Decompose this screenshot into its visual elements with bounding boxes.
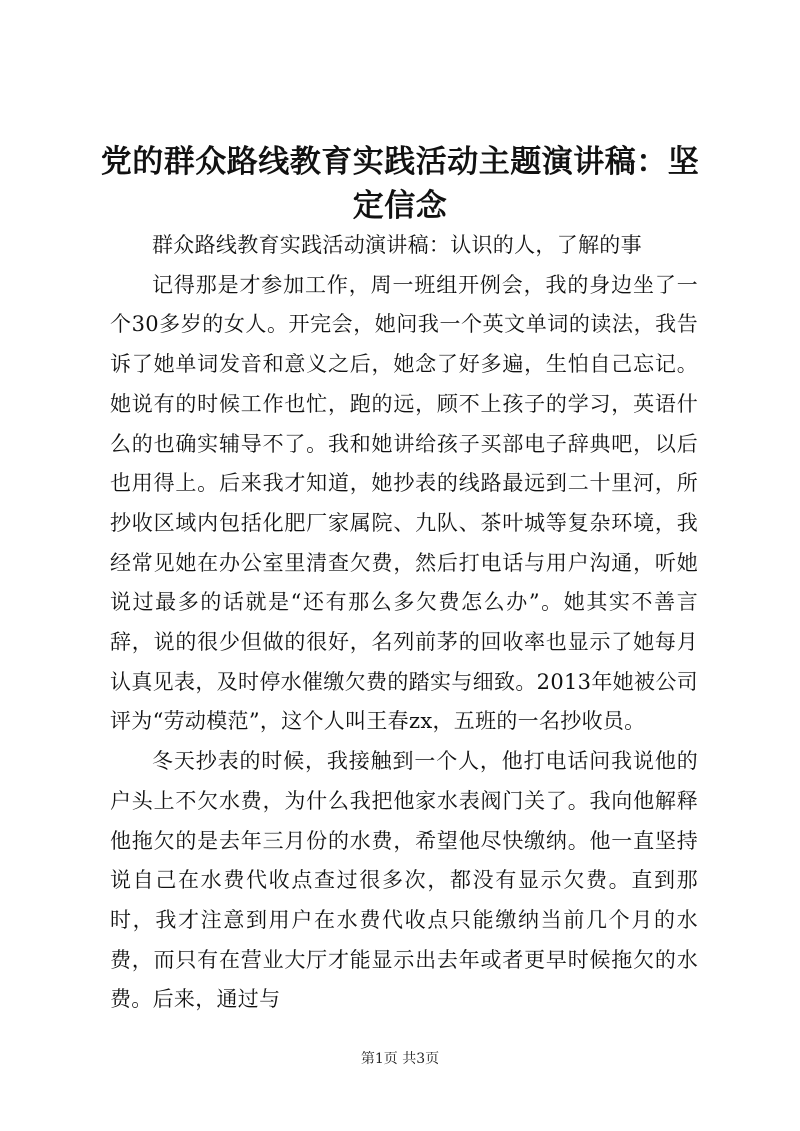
document-title: 党的群众路线教育实践活动主题演讲稿：坚定信念 <box>100 144 700 224</box>
page-footer: 第1页 共3页 <box>360 1051 440 1067</box>
document-body <box>110 226 698 1020</box>
paragraph-2: 冬天抄表的时候，我接触到一个人，他打电话问我说他的户头上不欠水费，为什么我把他家水表阀门关了。我向他解释他拖欠的是去年三月份的水费，希望他尽快缴纳。他一直坚持说自己在水费代收点查过很多次，都没有显示欠费。直到那时，我才注意到用户在水费代收点只能缴纳当前几个月的水费，而只有在营业大厅才能显示出去年或者更早时候拖欠的水费。后来，通过与 <box>110 749 698 1012</box>
paragraph-1: 记得那是才参加工作，周一班组开例会，我的身边坐了一个30多岁的女人。开完会，她问我一个英文单词的读法，我告诉了她单词发音和意义之后，她念了好多遍，生怕自己忘记。她说有的时候工作也忙，跑的远，顾不上孩子的学习，英语什么的也确实辅导不了。我和她讲给孩子买部电子辞典吧，以后也用得上。后来我才知道，她抄表的线路最远到二十里河，所抄收区域内包括化肥厂家属院、九队、茶叶城等复杂环境，我经常见她在办公室里清查欠费，然后打电话与用户沟通，听她说过最多的话就是“还有那么多欠费怎么办”。她其实不善言辞，说的很少但做的很好，名列前茅的回收率也显示了她每月认真见表，及时停水催缴欠费的踏实与细致。2013年她被公司评为“劳动模范”，这个人叫王春zx，五班的一名抄收员。 <box>110 272 698 734</box>
paragraph-subtitle: 群众路线教育实践活动演讲稿：认识的人，了解的事 <box>152 233 642 257</box>
